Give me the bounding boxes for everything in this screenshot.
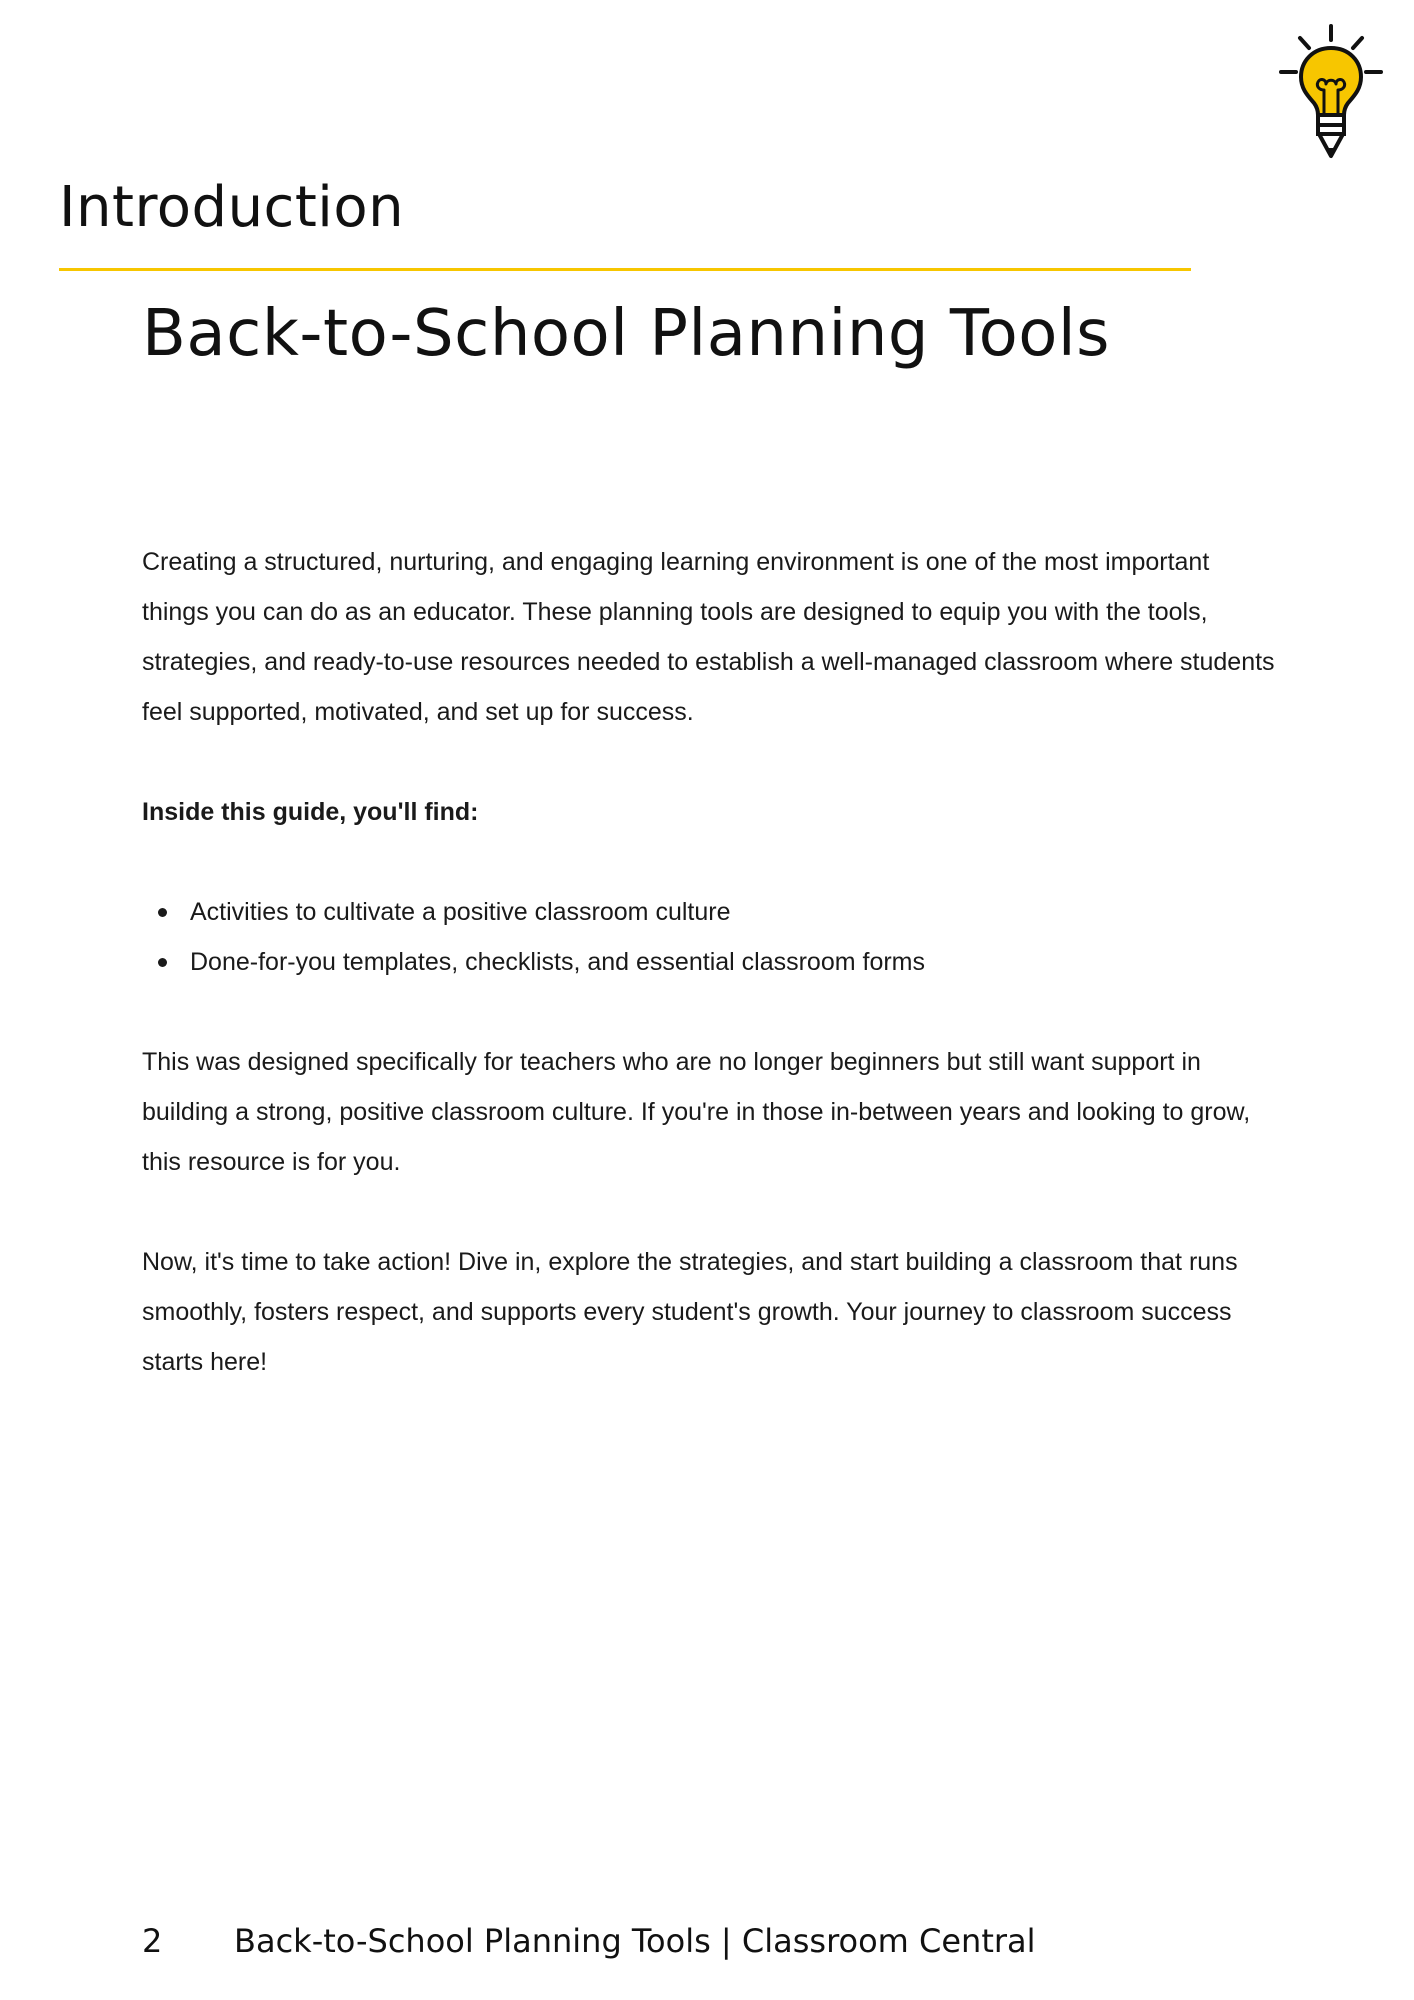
- list-item: [190, 887, 1282, 937]
- intro-paragraph-2: This was designed specifically for teachers who are no longer beginners but still want support in building a strong, positive classroom culture. If you're in those in-between years and looking to grow, this resource is for you.: [142, 1048, 1251, 1176]
- section-title: Introduction: [59, 175, 405, 240]
- list-item-text: Activities to cultivate a positive classroom culture: [190, 898, 731, 926]
- intro-paragraph-1: Creating a structured, nurturing, and engaging learning environment is one of the most important things you can do as an educator. These planning tools are designed to equip you with the tools, strategies, and ready-to-use resources needed to establish a well-managed classroom where students feel supported, motivated, and set up for success.: [142, 548, 1275, 726]
- list-item-text: Done-for-you templates, checklists, and essential classroom forms: [190, 948, 926, 976]
- footer-text: Back-to-School Planning Tools | Classroom Central: [234, 1922, 1036, 1960]
- list-item: [190, 937, 1282, 987]
- title-divider: [59, 268, 1191, 271]
- list-heading: Inside this guide, you'll find:: [142, 798, 479, 826]
- page-footer: [142, 1922, 1036, 1960]
- intro-paragraph-3: Now, it's time to take action! Dive in, explore the strategies, and start building a classroom that runs smoothly, fosters respect, and supports every student's growth. Your journey to classroom success starts here!: [142, 1248, 1238, 1376]
- feature-list: [142, 887, 1282, 987]
- bullet-icon: [158, 958, 167, 967]
- page-number: 2: [142, 1922, 163, 1960]
- intro-body: [142, 537, 1282, 1437]
- lightbulb-pencil-icon: [1276, 24, 1386, 166]
- document-title: Back-to-School Planning Tools: [142, 297, 1110, 371]
- bullet-icon: [158, 908, 167, 917]
